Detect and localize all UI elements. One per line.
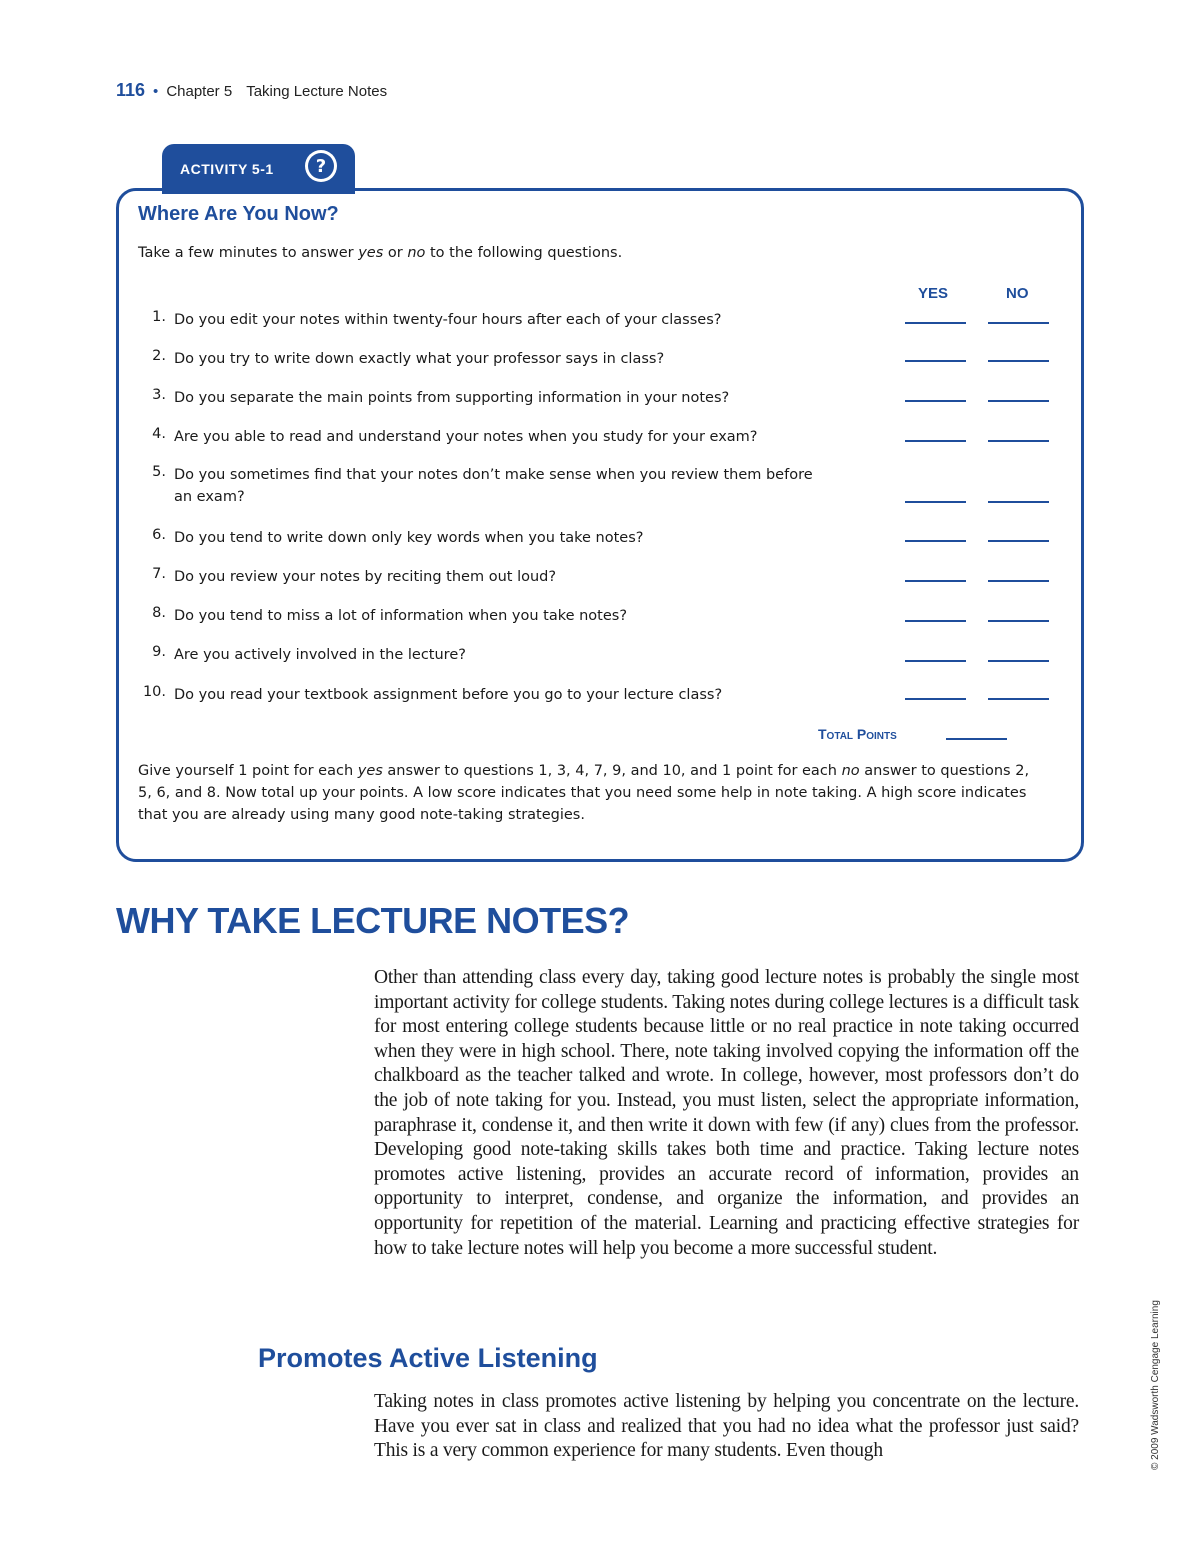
chapter-label: Chapter 5 [166, 83, 233, 100]
scoring-instructions: Give yourself 1 point for each yes answer to questions 1, 3, 4, 7, 9, and 10, and 1 point for each no answer to questions 2, 5, 6, and 8. Now total up your points. A low score indicates that you need some help in note taking. A high score indicates that you are already using many good note-taking strategies. [138, 763, 1030, 823]
no-answer-blank[interactable] [988, 540, 1049, 542]
question-text: Do you sometimes find that your notes don’t make sense when you review them before an exam? [174, 467, 813, 505]
question-number: 9. [152, 644, 166, 660]
question-number: 3. [152, 387, 166, 403]
chapter-title: Taking Lecture Notes [246, 83, 388, 100]
activity-tab-label: ACTIVITY 5-1 [180, 161, 274, 177]
section-heading: WHY TAKE LECTURE NOTES? [116, 900, 630, 941]
question-number: 5. [152, 464, 166, 480]
total-points-blank[interactable] [946, 738, 1007, 740]
bullet-separator: • [153, 83, 159, 100]
question-number: 8. [152, 605, 166, 621]
question-mark-circle-icon [305, 150, 337, 182]
question-number: 4. [152, 426, 166, 442]
no-answer-blank[interactable] [988, 400, 1049, 402]
yes-answer-blank[interactable] [905, 501, 966, 503]
activity-title: Where Are You Now? [138, 203, 339, 225]
yes-answer-blank[interactable] [905, 580, 966, 582]
yes-answer-blank[interactable] [905, 360, 966, 362]
question-text: Do you separate the main points from supporting information in your notes? [174, 390, 730, 406]
running-head [116, 80, 387, 101]
question-text: Are you actively involved in the lecture? [174, 647, 466, 663]
page-number: 116 [116, 80, 146, 100]
total-points-label: Total Points [818, 726, 897, 742]
no-answer-blank[interactable] [988, 440, 1049, 442]
question-text: Do you edit your notes within twenty-four hours after each of your classes? [174, 312, 722, 328]
question-text: Do you try to write down exactly what your professor says in class? [174, 351, 665, 367]
yes-answer-blank[interactable] [905, 698, 966, 700]
subsection-paragraph: Taking notes in class promotes active listening by helping you concentrate on the lecture. Have you ever sat in class and realized that you had no idea what the professor just said? This is a very common experience for many students. Even though [374, 1391, 1079, 1462]
yes-column-header: YES [918, 285, 949, 302]
yes-answer-blank[interactable] [905, 440, 966, 442]
question-number: 6. [152, 527, 166, 543]
yes-answer-blank[interactable] [905, 660, 966, 662]
no-answer-blank[interactable] [988, 698, 1049, 700]
question-text: Are you able to read and understand your notes when you study for your exam? [174, 429, 758, 445]
no-column-header: NO [1006, 285, 1029, 302]
question-text: Do you tend to write down only key words when you take notes? [174, 530, 644, 546]
yes-answer-blank[interactable] [905, 322, 966, 324]
activity-tab [162, 144, 355, 194]
copyright-notice: © 2009 Wadsworth Cengage Learning [1150, 1300, 1161, 1470]
help-glyph: ? [308, 153, 334, 179]
yes-answer-blank[interactable] [905, 620, 966, 622]
subsection-heading: Promotes Active Listening [258, 1343, 598, 1373]
question-number: 2. [152, 348, 166, 364]
section-paragraph: Other than attending class every day, taking good lecture notes is probably the single most important activity for college students. Taking notes during college lectures is a difficult task for most entering college students because little or no real practice in note taking occurred when they were in high school. There, note taking involved copying the information off the chalkboard as the teacher talked and wrote. In college, however, most professors don’t do the job of note taking for you. Instead, you must listen, select the appropriate information, paraphrase it, condense it, and then write it down with few (if any) clues from the professor. Developing good note-taking skills takes both time and practice. Taking lecture notes promotes active listening, provides an accurate record of information, provides an opportunity to interpret, condense, and organize the information, and provides an opportunity for repetition of the material. Learning and practicing effective strategies for how to take lecture notes will help you become a more successful student. [374, 967, 1079, 1259]
question-number: 7. [152, 566, 166, 582]
no-answer-blank[interactable] [988, 660, 1049, 662]
no-answer-blank[interactable] [988, 360, 1049, 362]
question-text: Do you read your textbook assignment before you go to your lecture class? [174, 687, 723, 703]
activity-intro: Take a few minutes to answer yes or no to the following questions. [138, 245, 623, 261]
no-answer-blank[interactable] [988, 322, 1049, 324]
question-text: Do you review your notes by reciting them out loud? [174, 569, 557, 585]
yes-answer-blank[interactable] [905, 540, 966, 542]
yes-answer-blank[interactable] [905, 400, 966, 402]
no-answer-blank[interactable] [988, 620, 1049, 622]
question-number: 1. [152, 309, 166, 325]
no-answer-blank[interactable] [988, 501, 1049, 503]
no-answer-blank[interactable] [988, 580, 1049, 582]
question-text: Do you tend to miss a lot of information when you take notes? [174, 608, 628, 624]
question-number: 10. [142, 684, 166, 700]
